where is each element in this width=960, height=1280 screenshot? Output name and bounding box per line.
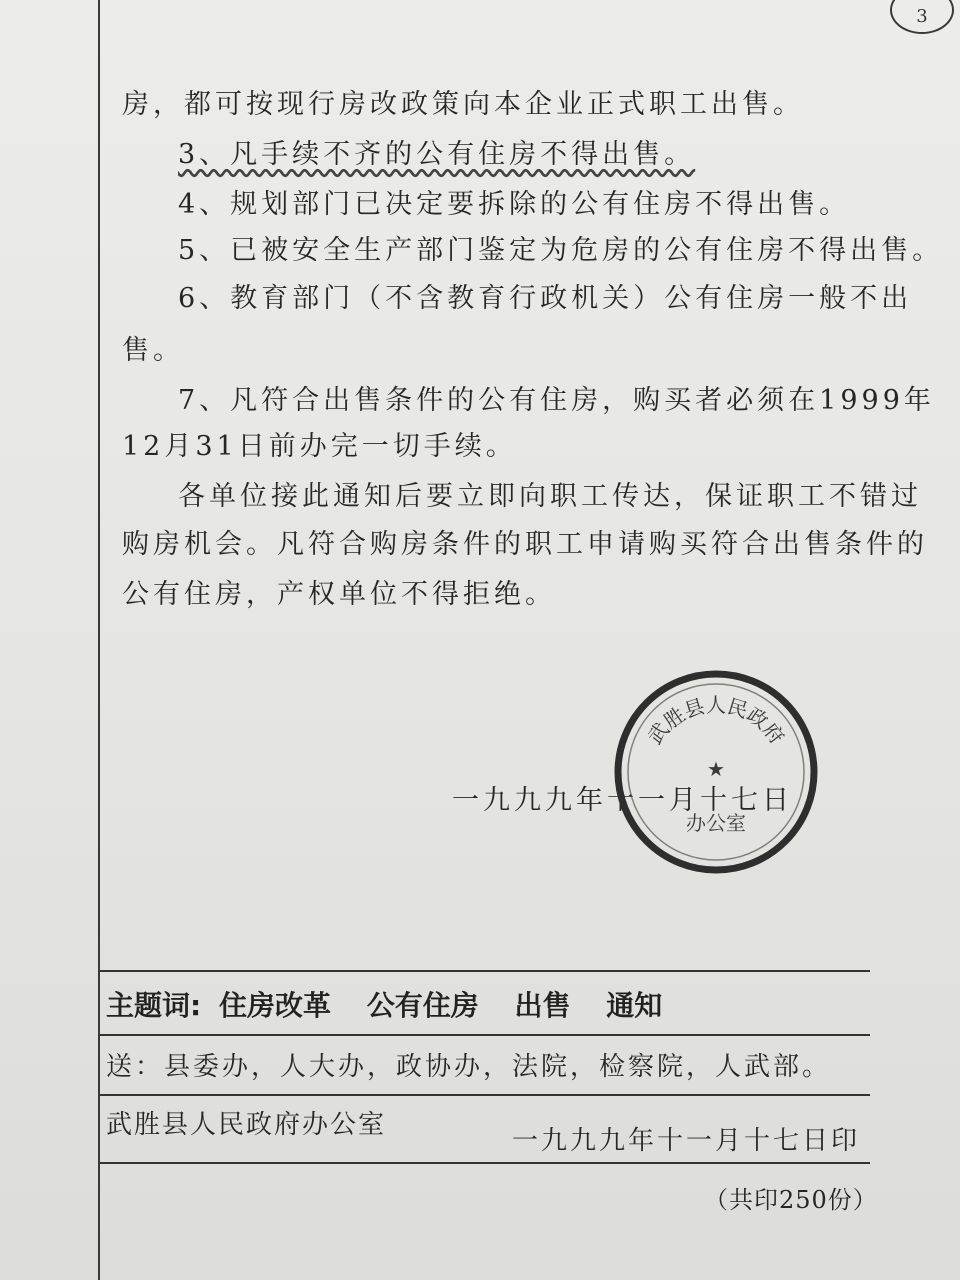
divider-top <box>100 970 870 972</box>
closing-paragraph-line-3: 公有住房，产权单位不得拒绝。 <box>122 579 556 610</box>
subject-label: 主题词: <box>106 989 202 1022</box>
item-3-text: 3、凡手续不齐的公有住房不得出售。 <box>178 139 696 170</box>
keyword: 出售 <box>514 989 571 1022</box>
item-3 <box>178 132 695 171</box>
closing-paragraph-line-1: 各单位接此通知后要立即向职工传达，保证职工不错过 <box>178 481 922 512</box>
print-copies: （共印250份） <box>704 1186 878 1214</box>
print-date: 一九九九年十一月十七日印 <box>512 1126 861 1156</box>
subject-keywords <box>106 984 662 1024</box>
closing-paragraph-line-2: 购房机会。凡符合购房条件的职工申请购买符合出售条件的 <box>122 529 928 560</box>
binding-margin-rule <box>98 0 100 1280</box>
keyword: 住房改革 <box>218 989 331 1022</box>
keyword: 通知 <box>606 989 663 1022</box>
keyword: 公有住房 <box>366 989 479 1022</box>
issuing-office: 武胜县人民政府办公室 <box>106 1110 387 1140</box>
item-7: 7、凡符合出售条件的公有住房，购买者必须在1999年 <box>178 385 935 416</box>
body-line-1: 房，都可按现行房改政策向本企业正式职工出售。 <box>122 89 804 120</box>
official-seal <box>612 668 820 876</box>
distribution-list: 送：县委办，人大办，政协办，法院，检察院，人武部。 <box>106 1052 832 1082</box>
item-7-continued: 12月31日前办完一切手续。 <box>122 431 517 462</box>
divider-subject <box>100 1034 870 1036</box>
signature-date: 一九九九年十一月十七日 <box>452 785 793 816</box>
divider-bottom <box>100 1162 870 1164</box>
item-4: 4、规划部门已决定要拆除的公有住房不得出售。 <box>178 189 851 220</box>
divider-distribution <box>100 1094 870 1096</box>
page-number-marker: 3 <box>890 0 954 34</box>
item-6-continued: 售。 <box>122 335 184 366</box>
seal-top-text: 武胜县人民政府 <box>642 693 790 749</box>
seal-bottom-text: 办公室 <box>686 811 746 835</box>
seal-star: ★ <box>707 757 725 781</box>
item-6: 6、教育部门（不含教育行政机关）公有住房一般不出 <box>178 283 913 314</box>
item-5: 5、已被安全生产部门鉴定为危房的公有住房不得出售。 <box>178 235 944 266</box>
